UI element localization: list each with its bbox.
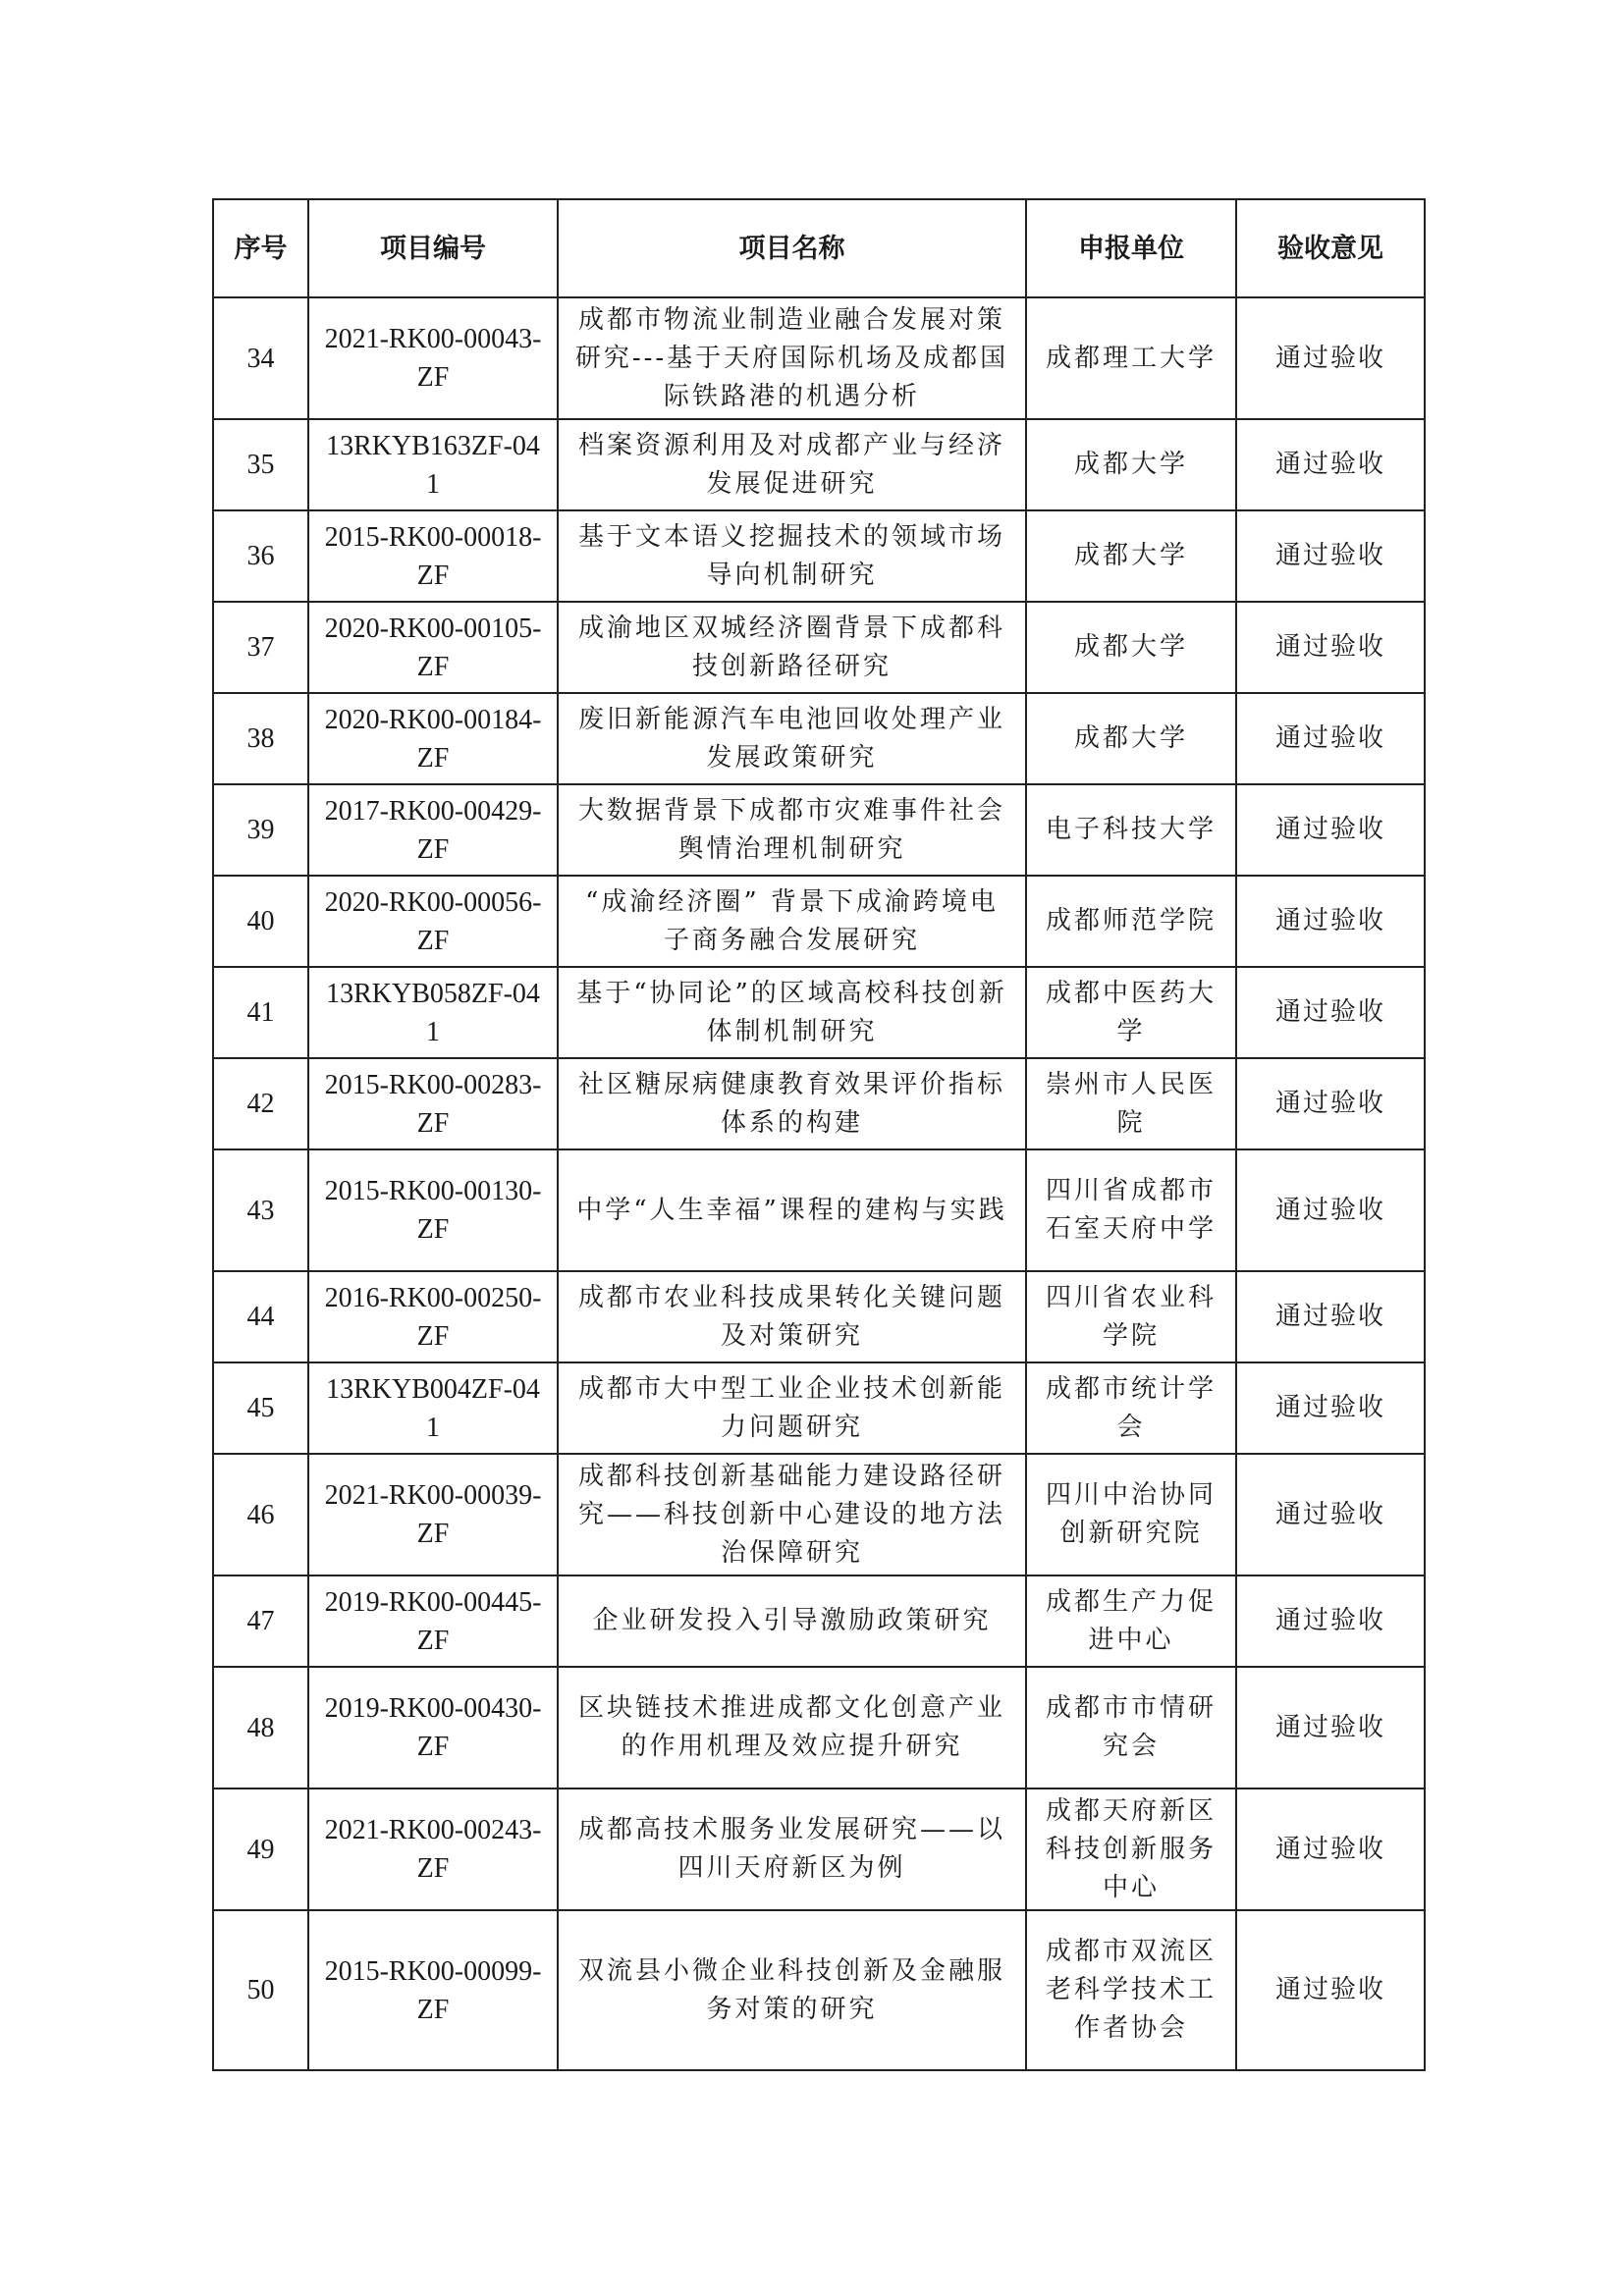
cell-num: 45: [213, 1362, 308, 1454]
cell-name: 大数据背景下成都市灾难事件社会舆情治理机制研究: [558, 784, 1026, 876]
cell-num: 38: [213, 693, 308, 784]
cell-unit: 四川省成都市石室天府中学: [1026, 1149, 1236, 1271]
header-num: 序号: [213, 199, 308, 297]
cell-num: 48: [213, 1667, 308, 1789]
cell-num: 39: [213, 784, 308, 876]
cell-code: 2019-RK00-00445-ZF: [308, 1575, 558, 1667]
cell-unit: 成都大学: [1026, 510, 1236, 602]
cell-num: 46: [213, 1454, 308, 1575]
table-row: [213, 1789, 1425, 1910]
table-row: [213, 602, 1425, 693]
header-opinion: 验收意见: [1236, 199, 1425, 297]
acceptance-results-table: [212, 198, 1426, 2071]
cell-unit: 成都市双流区老科学技术工作者协会: [1026, 1910, 1236, 2070]
cell-unit: 成都师范学院: [1026, 876, 1236, 967]
cell-num: 37: [213, 602, 308, 693]
table-row: [213, 1058, 1425, 1149]
cell-opinion: 通过验收: [1236, 1058, 1425, 1149]
cell-name: 区块链技术推进成都文化创意产业的作用机理及效应提升研究: [558, 1667, 1026, 1789]
cell-opinion: 通过验收: [1236, 297, 1425, 419]
cell-opinion: 通过验收: [1236, 1575, 1425, 1667]
table-row: [213, 1454, 1425, 1575]
cell-name: 成都科技创新基础能力建设路径研究——科技创新中心建设的地方法治保障研究: [558, 1454, 1026, 1575]
cell-opinion: 通过验收: [1236, 510, 1425, 602]
cell-code: 2020-RK00-00105-ZF: [308, 602, 558, 693]
header-unit: 申报单位: [1026, 199, 1236, 297]
header-name: 项目名称: [558, 199, 1026, 297]
cell-opinion: 通过验收: [1236, 1454, 1425, 1575]
cell-code: 2016-RK00-00250-ZF: [308, 1271, 558, 1362]
table-row: [213, 784, 1425, 876]
cell-code: 2019-RK00-00430-ZF: [308, 1667, 558, 1789]
cell-unit: 成都市统计学会: [1026, 1362, 1236, 1454]
table-row: [213, 876, 1425, 967]
table-row: [213, 297, 1425, 419]
cell-name: 成渝地区双城经济圈背景下成都科技创新路径研究: [558, 602, 1026, 693]
cell-name: 企业研发投入引导激励政策研究: [558, 1575, 1026, 1667]
table-row: [213, 1667, 1425, 1789]
table-row: [213, 1910, 1425, 2070]
cell-code: 2015-RK00-00099-ZF: [308, 1910, 558, 2070]
cell-code: 13RKYB058ZF-041: [308, 967, 558, 1058]
cell-code: 2020-RK00-00056-ZF: [308, 876, 558, 967]
cell-code: 2015-RK00-00018-ZF: [308, 510, 558, 602]
cell-code: 2021-RK00-00243-ZF: [308, 1789, 558, 1910]
cell-unit: 电子科技大学: [1026, 784, 1236, 876]
cell-code: 2021-RK00-00043-ZF: [308, 297, 558, 419]
cell-unit: 成都中医药大学: [1026, 967, 1236, 1058]
cell-num: 42: [213, 1058, 308, 1149]
cell-unit: 成都理工大学: [1026, 297, 1236, 419]
cell-num: 49: [213, 1789, 308, 1910]
cell-unit: 成都天府新区科技创新服务中心: [1026, 1789, 1236, 1910]
cell-code: 2020-RK00-00184-ZF: [308, 693, 558, 784]
cell-name: 双流县小微企业科技创新及金融服务对策的研究: [558, 1910, 1026, 2070]
cell-unit: 成都大学: [1026, 602, 1236, 693]
cell-name: 基于“协同论”的区域高校科技创新体制机制研究: [558, 967, 1026, 1058]
cell-opinion: 通过验收: [1236, 419, 1425, 510]
cell-name: 成都高技术服务业发展研究——以四川天府新区为例: [558, 1789, 1026, 1910]
cell-name: 社区糖尿病健康教育效果评价指标体系的构建: [558, 1058, 1026, 1149]
table-row: [213, 1271, 1425, 1362]
cell-name: 基于文本语义挖掘技术的领域市场导向机制研究: [558, 510, 1026, 602]
cell-name: 成都市农业科技成果转化关键问题及对策研究: [558, 1271, 1026, 1362]
cell-name: 成都市大中型工业企业技术创新能力问题研究: [558, 1362, 1026, 1454]
table-row: [213, 419, 1425, 510]
cell-name: 档案资源利用及对成都产业与经济发展促进研究: [558, 419, 1026, 510]
cell-unit: 四川中治协同创新研究院: [1026, 1454, 1236, 1575]
cell-opinion: 通过验收: [1236, 1910, 1425, 2070]
cell-num: 36: [213, 510, 308, 602]
cell-num: 43: [213, 1149, 308, 1271]
cell-opinion: 通过验收: [1236, 693, 1425, 784]
cell-code: 13RKYB004ZF-041: [308, 1362, 558, 1454]
cell-num: 50: [213, 1910, 308, 2070]
cell-num: 44: [213, 1271, 308, 1362]
table-row: [213, 1149, 1425, 1271]
cell-name: 废旧新能源汽车电池回收处理产业发展政策研究: [558, 693, 1026, 784]
cell-code: 2015-RK00-00283-ZF: [308, 1058, 558, 1149]
table-row: [213, 1575, 1425, 1667]
cell-unit: 四川省农业科学院: [1026, 1271, 1236, 1362]
table-row: [213, 1362, 1425, 1454]
table-row: [213, 967, 1425, 1058]
cell-opinion: 通过验收: [1236, 1271, 1425, 1362]
cell-num: 47: [213, 1575, 308, 1667]
cell-num: 41: [213, 967, 308, 1058]
cell-unit: 成都大学: [1026, 419, 1236, 510]
cell-opinion: 通过验收: [1236, 784, 1425, 876]
cell-opinion: 通过验收: [1236, 602, 1425, 693]
cell-num: 35: [213, 419, 308, 510]
table-row: [213, 693, 1425, 784]
table-header-row: [213, 199, 1425, 297]
cell-num: 34: [213, 297, 308, 419]
cell-unit: 崇州市人民医院: [1026, 1058, 1236, 1149]
cell-code: 2015-RK00-00130-ZF: [308, 1149, 558, 1271]
cell-name: 成都市物流业制造业融合发展对策研究---基于天府国际机场及成都国际铁路港的机遇分析: [558, 297, 1026, 419]
cell-opinion: 通过验收: [1236, 1149, 1425, 1271]
cell-opinion: 通过验收: [1236, 1667, 1425, 1789]
cell-name: “成渝经济圈” 背景下成渝跨境电子商务融合发展研究: [558, 876, 1026, 967]
cell-num: 40: [213, 876, 308, 967]
cell-opinion: 通过验收: [1236, 967, 1425, 1058]
cell-opinion: 通过验收: [1236, 876, 1425, 967]
cell-code: 2021-RK00-00039-ZF: [308, 1454, 558, 1575]
cell-opinion: 通过验收: [1236, 1789, 1425, 1910]
cell-unit: 成都生产力促进中心: [1026, 1575, 1236, 1667]
header-code: 项目编号: [308, 199, 558, 297]
table-row: [213, 510, 1425, 602]
cell-code: 2017-RK00-00429-ZF: [308, 784, 558, 876]
cell-opinion: 通过验收: [1236, 1362, 1425, 1454]
cell-unit: 成都大学: [1026, 693, 1236, 784]
cell-code: 13RKYB163ZF-041: [308, 419, 558, 510]
cell-name: 中学“人生幸福”课程的建构与实践: [558, 1149, 1026, 1271]
cell-unit: 成都市市情研究会: [1026, 1667, 1236, 1789]
